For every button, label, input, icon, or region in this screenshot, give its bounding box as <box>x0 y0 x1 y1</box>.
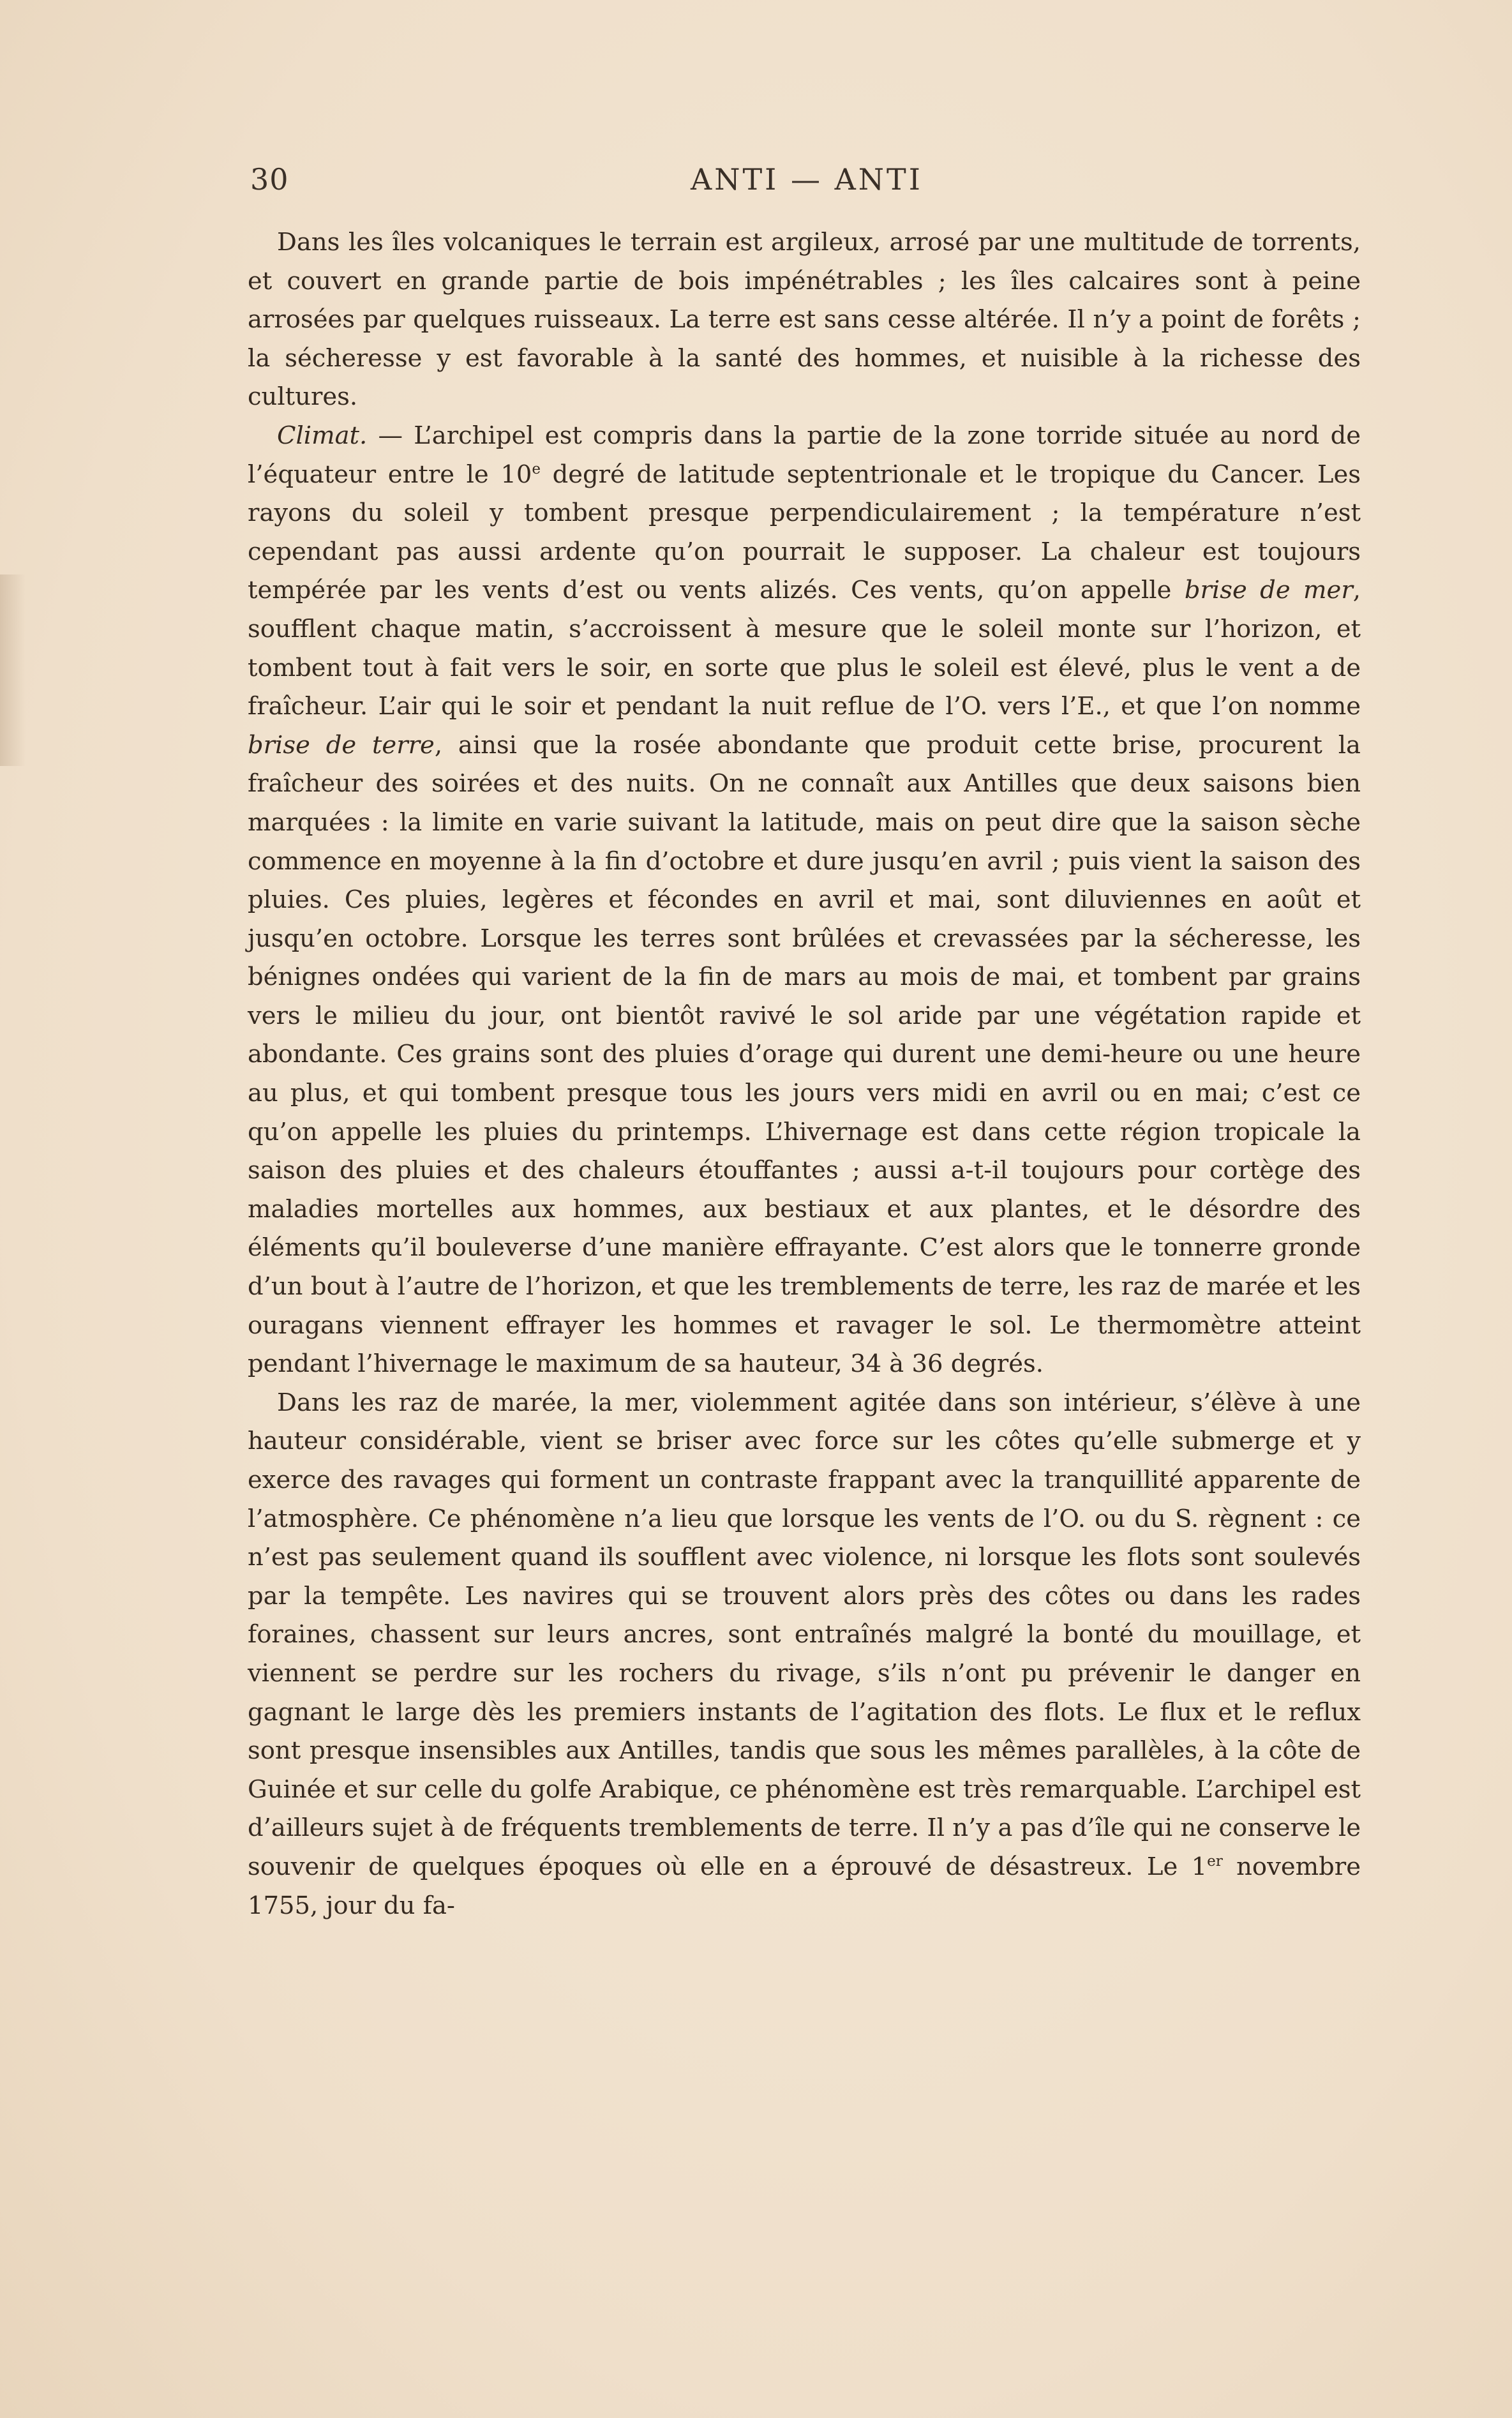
page-edge-shadow <box>0 574 26 766</box>
paragraph-text: Dans les îles volcaniques le terrain est argileux, arrosé par une multitude de torrents, et couvert en grande partie de bois impénétrables ; les îles calcaires sont à peine arrosées par quelques ruisseaux. La terre est sans cesse altérée. Il n’y a point de forêts ; la sécheresse y est favorable à la santé des hommes, et nuisible à la richesse des cultures. <box>248 228 1361 412</box>
paragraph-text: , soufflent chaque matin, s’accroissent à mesure que le soleil monte sur l’horizon, et tombent tout à fait vers le soir, en sorte que plus le soleil est élevé, plus le vent a de fraîcheur. L’air qui le soir et pendant la nuit reflue de l’O. vers l’E., et que l’on nomme <box>248 576 1361 721</box>
ordinal-superscript: e <box>532 460 541 477</box>
paragraph-text: novembre 1755, jour du fa- <box>248 1852 1361 1920</box>
section-lead: Climat. <box>277 421 368 450</box>
paragraph-text: — L’archipel est compris dans la partie de la zone torride située au nord de l’équateur entre le 10 <box>248 421 1361 489</box>
body-text <box>248 223 1361 1925</box>
paragraph-text: , ainsi que la rosée abondante que produit cette brise, procurent la fraîcheur des soirées et des nuits. On ne connaît aux Antilles que deux saisons bien marquées : la limite en varie suivant la latitude, mais on peut dire que la saison sèche commence en moyenne à la fin d’octobre et dure jusqu’en avril ; puis vient la saison des pluies. Ces pluies, legères et fécondes en avril et mai, sont diluviennes en août et jusqu’en octobre. Lorsque les terres sont brûlées et crevassées par la sécheresse, les bénignes ondées qui varient de la fin de mars au mois de mai, et tombent par grains vers le milieu du jour, ont bientôt ravivé le sol aride par une végétation rapide et abondante. Ces grains sont des pluies d’orage qui durent une demi-heure ou une heure au plus, et qui tombent presque tous les jours vers midi en avril ou en mai; c’est ce qu’on appelle les pluies du printemps. L’hivernage est dans cette région tropicale la saison des pluies et des chaleurs étouffantes ; aussi a-t-il toujours pour cortège des maladies mortelles aux hommes, aux bestiaux et aux plantes, et le désordre des éléments qu’il bouleverse d’une manière effrayante. C’est alors que le tonnerre gronde d’un bout à l’autre de l’horizon, et que les tremblements de terre, les raz de marée et les ouragans viennent effrayer les hommes et ravager le sol. Le thermomètre atteint pendant l’hivernage le maximum de sa hauteur, 34 à 36 degrés. <box>248 730 1361 1379</box>
paragraph-islands <box>248 223 1361 417</box>
paragraph-text: degré de latitude septentrionale et le tropique du Cancer. Les rayons du soleil y tombent presque perpendiculairement ; la température n’est cependant pas aussi ardente qu’on pourrait le supposer. La chaleur est toujours tempérée par les vents d’est ou vents alizés. Ces vents, qu’on appelle <box>248 460 1361 605</box>
ordinal-superscript: er <box>1207 1853 1223 1870</box>
running-head: ANTI — ANTI <box>691 162 923 197</box>
paragraph-text: Dans les raz de marée, la mer, violemment agitée dans son intérieur, s’élève à une hauteur considérable, vient se briser avec force sur les côtes qu’elle submerge et y exerce des ravages qui forment un contraste frappant avec la tranquillité apparente de l’atmosphère. Ce phénomène n’a lieu que lorsque les vents de l’O. ou du S. règnent : ce n’est pas seulement quand ils soufflent avec violence, ni lorsque les flots sont soulevés par la tempête. Les navires qui se trouvent alors près des côtes ou dans les rades foraines, chassent sur leurs ancres, sont entraînés malgré la bonté du mouillage, et viennent se perdre sur les rochers du rivage, s’ils n’ont pu prévenir le danger en gagnant le large dès les premiers instants de l’agitation des flots. Le flux et le reflux sont presque insensibles aux Antilles, tandis que sous les mêmes parallèles, à la côte de Guinée et sur celle du golfe Arabique, ce phénomène est très remarquable. L’archipel est d’ailleurs sujet à de fréquents tremblements de terre. Il n’y a pas d’île qui ne conserve le souvenir de quelques époques où elle en a éprouvé de désastreux. Le 1 <box>248 1388 1361 1881</box>
page-number: 30 <box>250 162 289 197</box>
paragraph-climat <box>248 417 1361 1384</box>
italic-term: brise de mer <box>1184 576 1353 605</box>
paragraph-raz-de-maree <box>248 1384 1361 1925</box>
page-header <box>250 162 1361 207</box>
italic-term: brise de terre <box>248 730 435 760</box>
